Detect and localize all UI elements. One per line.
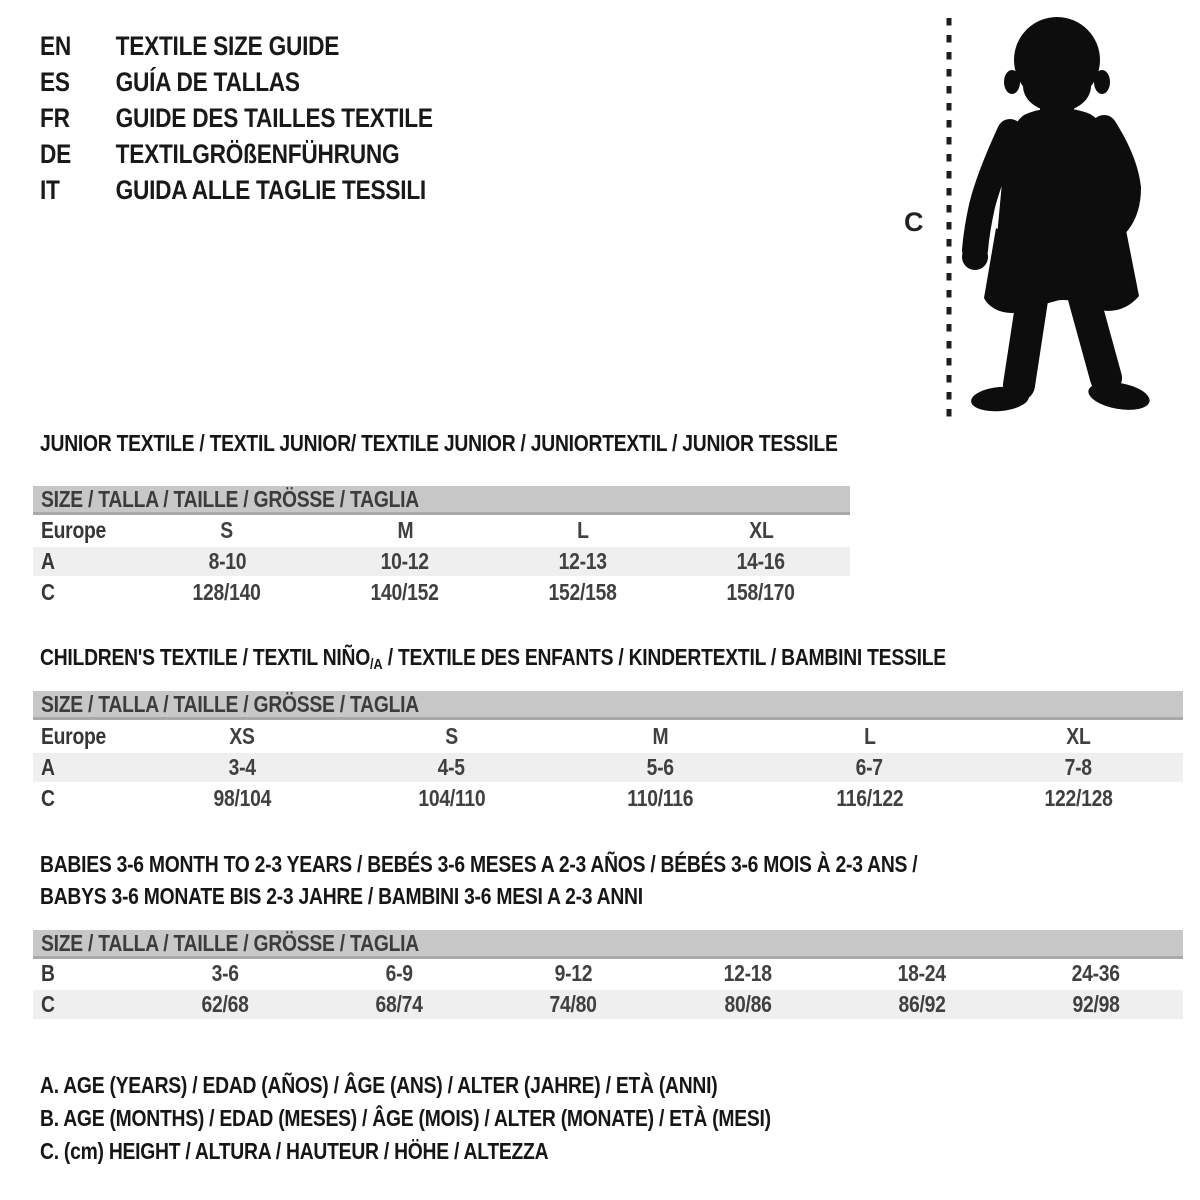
row-label: Europe: [33, 516, 138, 547]
language-list: [40, 28, 508, 208]
language-title: GUIDA ALLE TAGLIE TESSILI: [115, 175, 426, 205]
table-cell: 140/152: [316, 578, 494, 609]
table-cell: 3-6: [138, 959, 312, 990]
table-cell: 4-5: [347, 753, 556, 784]
table-cell: 14-16: [672, 547, 850, 578]
language-title: TEXTILE SIZE GUIDE: [115, 31, 340, 61]
height-dashed-line: [945, 18, 953, 418]
junior-size-header-bar: SIZE / TALLA / TAILLE / GRÖSSE / TAGLIA: [33, 486, 850, 515]
table-cell: 152/158: [494, 578, 672, 609]
table-cell: 8-10: [138, 547, 316, 578]
row-label: Europe: [33, 722, 138, 753]
language-title: GUIDE DES TAILLES TEXTILE: [115, 103, 433, 133]
table-cell: 24-36: [1009, 959, 1183, 990]
table-row: [33, 753, 1183, 784]
table-cell: 68/74: [312, 990, 486, 1021]
table-cell: 7-8: [974, 753, 1183, 784]
junior-size-table: [33, 516, 850, 609]
table-cell: 3-4: [138, 753, 347, 784]
children-section-heading: CHILDREN'S TEXTILE / TEXTIL NIÑO/A / TEXTILE DES ENFANTS / KINDERTEXTIL / BAMBINI TESSILE: [40, 644, 946, 673]
table-cell: XL: [672, 516, 850, 547]
table-cell: 5-6: [556, 753, 765, 784]
row-label: C: [33, 784, 138, 815]
table-cell: 86/92: [835, 990, 1009, 1021]
table-cell: 158/170: [672, 578, 850, 609]
table-cell: 128/140: [138, 578, 316, 609]
table-cell: 74/80: [486, 990, 660, 1021]
table-cell: S: [138, 516, 316, 547]
table-row: [33, 990, 1183, 1021]
table-cell: M: [316, 516, 494, 547]
children-size-header-bar: SIZE / TALLA / TAILLE / GRÖSSE / TAGLIA: [33, 691, 1183, 720]
language-code: FR: [40, 103, 70, 133]
table-row: [33, 722, 1183, 753]
language-row-es: [40, 64, 508, 100]
table-cell: 12-18: [660, 959, 834, 990]
babies-size-header-bar: SIZE / TALLA / TAILLE / GRÖSSE / TAGLIA: [33, 930, 1183, 959]
measure-legend: [40, 1069, 910, 1168]
table-row: [33, 578, 850, 609]
row-label: C: [33, 990, 138, 1021]
table-cell: 80/86: [660, 990, 834, 1021]
table-cell: 92/98: [1009, 990, 1183, 1021]
table-cell: 6-7: [765, 753, 974, 784]
table-cell: XS: [138, 722, 347, 753]
table-row: [33, 959, 1183, 990]
table-cell: L: [494, 516, 672, 547]
row-label: A: [33, 547, 138, 578]
table-cell: S: [347, 722, 556, 753]
table-cell: 6-9: [312, 959, 486, 990]
row-label: A: [33, 753, 138, 784]
table-row: [33, 516, 850, 547]
table-cell: L: [765, 722, 974, 753]
language-row-fr: [40, 100, 508, 136]
legend-line-b: B. AGE (MONTHS) / EDAD (MESES) / ÂGE (MOIS) / ALTER (MONATE) / ETÀ (MESI): [40, 1105, 771, 1131]
table-cell: XL: [974, 722, 1183, 753]
table-cell: 18-24: [835, 959, 1009, 990]
language-title: TEXTILGRÖßENFÜHRUNG: [115, 139, 400, 169]
table-cell: M: [556, 722, 765, 753]
height-measure-label: C: [904, 207, 924, 237]
row-label: B: [33, 959, 138, 990]
table-cell: 62/68: [138, 990, 312, 1021]
language-row-it: [40, 172, 508, 208]
table-cell: 116/122: [765, 784, 974, 815]
language-title: GUÍA DE TALLAS: [115, 67, 300, 97]
row-label: C: [33, 578, 138, 609]
table-row: [33, 784, 1183, 815]
babies-size-table: [33, 959, 1183, 1021]
language-code: ES: [40, 67, 70, 97]
heading-subscript: /A: [370, 656, 383, 673]
language-row-en: [40, 28, 508, 64]
language-row-de: [40, 136, 508, 172]
table-cell: 110/116: [556, 784, 765, 815]
language-code: EN: [40, 31, 72, 61]
legend-line-c: C. (cm) HEIGHT / ALTURA / HAUTEUR / HÖHE / ALTEZZA: [40, 1138, 549, 1164]
table-cell: 98/104: [138, 784, 347, 815]
table-cell: 12-13: [494, 547, 672, 578]
babies-section-heading: BABIES 3-6 MONTH TO 2-3 YEARS / BEBÉS 3-6 MESES A 2-3 AÑOS / BÉBÉS 3-6 MOIS À 2-3 ANS / BABYS 3-6 MONATE BIS 2-3 JAHRE / BAMBINI 3-6 MESI A 2-3 ANNI: [40, 851, 918, 909]
legend-line-a: A. AGE (YEARS) / EDAD (AÑOS) / ÂGE (ANS) / ALTER (JAHRE) / ETÀ (ANNI): [40, 1072, 718, 1098]
language-code: IT: [40, 175, 60, 205]
baby-silhouette-icon: [962, 10, 1167, 418]
table-cell: 122/128: [974, 784, 1183, 815]
language-code: DE: [40, 139, 72, 169]
table-cell: 104/110: [347, 784, 556, 815]
table-cell: 9-12: [486, 959, 660, 990]
children-size-table: [33, 722, 1183, 815]
table-row: [33, 547, 850, 578]
table-cell: 10-12: [316, 547, 494, 578]
junior-section-heading: JUNIOR TEXTILE / TEXTIL JUNIOR/ TEXTILE JUNIOR / JUNIORTEXTIL / JUNIOR TESSILE: [40, 430, 838, 456]
